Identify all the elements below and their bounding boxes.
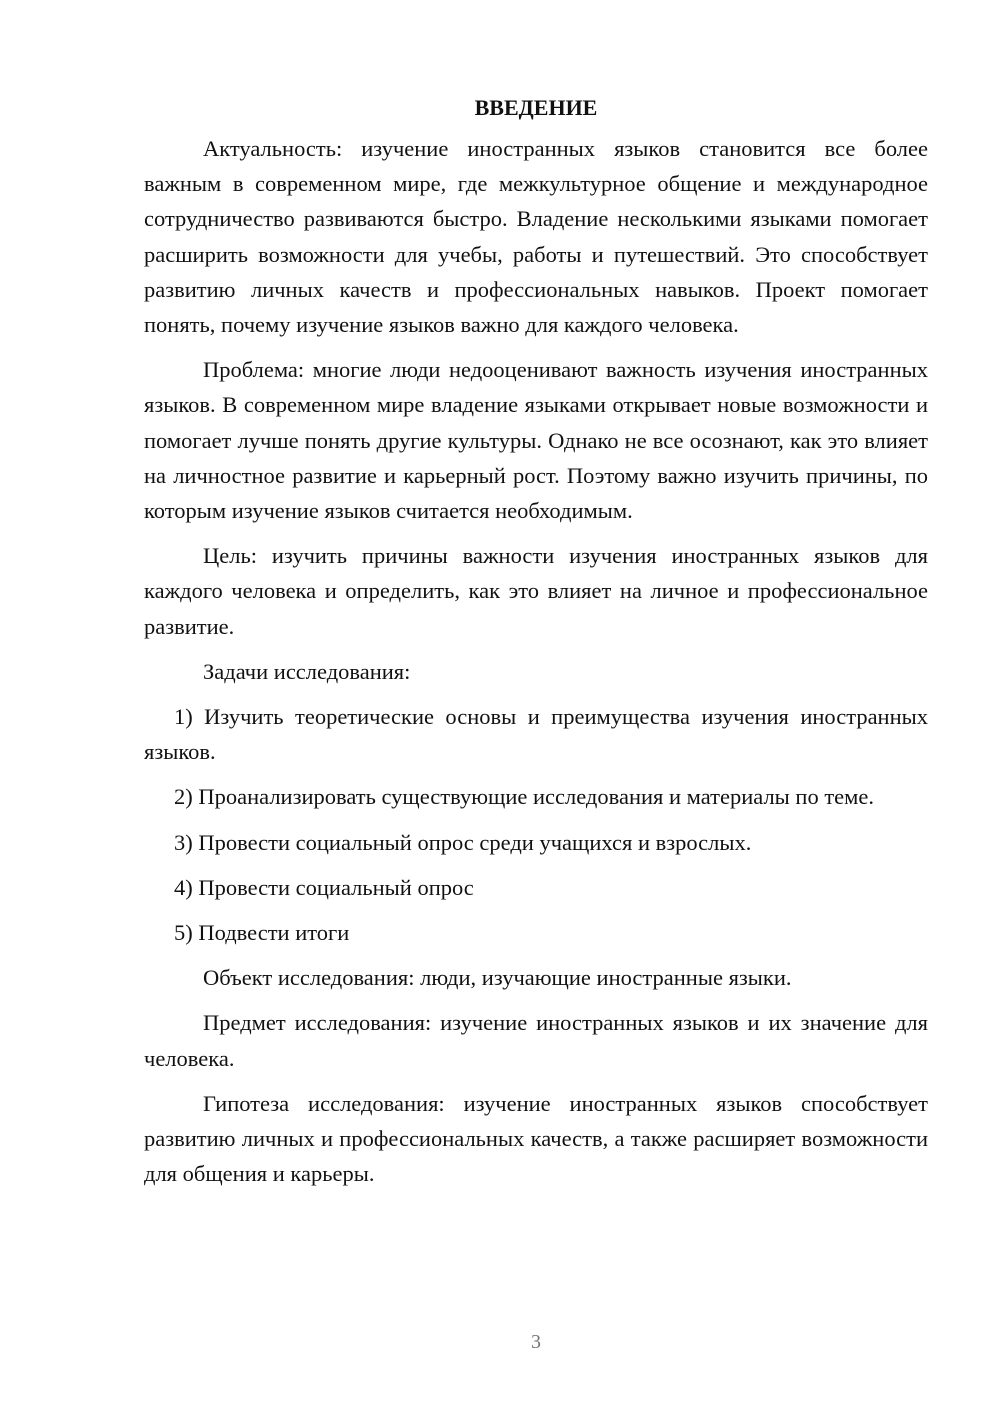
hypothesis-paragraph: Гипотеза исследования: изучение иностранных языков способствует развитию личных и профессиональных качеств, а также расширяет возможности для общения и карьеры. [144, 1090, 928, 1187]
section-title: ВВЕДЕНИЕ [474, 95, 598, 120]
goal-paragraph: Цель: изучить причины важности изучения иностранных языков для каждого человека и определить, как это влияет на личное и профессиональное развитие. [144, 543, 928, 639]
document-page [144, 90, 928, 1201]
tasks-heading: Задачи исследования: [203, 658, 411, 684]
subject-paragraph: Предмет исследования: изучение иностранных языков и их значение для человека. [144, 1010, 928, 1071]
page-number: 3 [531, 1331, 541, 1353]
task-item: 1) Изучить теоретические основы и преимущества изучения иностранных языков. [144, 704, 928, 765]
task-item: 3) Провести социальный опрос среди учащихся и взрослых. [174, 829, 752, 855]
task-item: 5) Подвести итоги [174, 920, 350, 946]
object-paragraph: Объект исследования: люди, изучающие иностранные языки. [203, 965, 792, 991]
problem-paragraph: Проблема: многие люди недооценивают важность изучения иностранных языков. В современном мире владение языками открывает новые возможности и помогает лучше понять другие культуры. Однако не все осознают, как это влияет на личностное развитие и карьерный рост. Поэтому важно изучить причины, по которым изучение языков считается необходимым. [144, 357, 928, 524]
relevance-paragraph: Актуальность: изучение иностранных языков становится все более важным в современном мире, где межкультурное общение и международное сотрудничество развиваются быстро. Владение несколькими языками помогает расширить возможности для учебы, работы и путешествий. Это способствует развитию личных качеств и профессиональных навыков. Проект помогает понять, почему изучение языков важно для каждого человека. [144, 136, 928, 338]
task-item: 2) Проанализировать существующие исследования и материалы по теме. [174, 784, 875, 810]
task-item: 4) Провести социальный опрос [174, 874, 474, 900]
